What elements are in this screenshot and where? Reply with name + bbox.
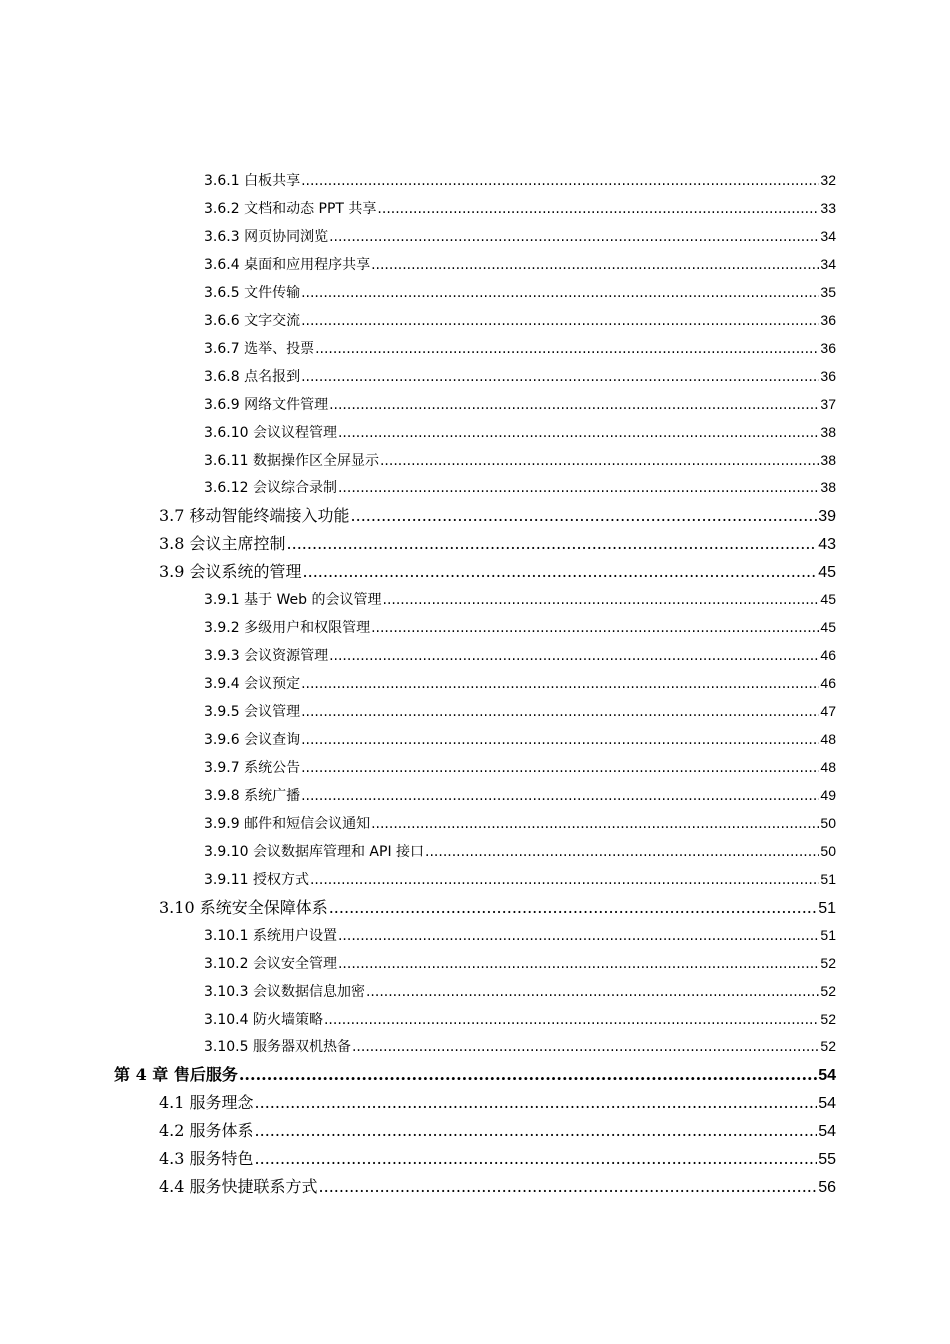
toc-entry-page-number: 48	[820, 758, 836, 775]
toc-entry-title: 4.2 服务体系	[159, 1121, 254, 1141]
toc-dot-leader	[239, 1065, 817, 1084]
toc-dot-leader	[301, 173, 819, 189]
toc-entry[interactable]	[159, 503, 836, 525]
toc-entry-page-number: 56	[818, 1179, 836, 1197]
toc-entry-title: 3.10.1 系统用户设置	[204, 927, 337, 944]
toc-entry-title: 3.6.8 点名报到	[204, 368, 301, 385]
toc-dot-leader	[301, 760, 819, 776]
toc-entry-page-number: 50	[820, 842, 836, 859]
toc-entry-page-number: 45	[818, 564, 836, 582]
toc-entry-page-number: 52	[820, 982, 836, 999]
toc-entry-page-number: 50	[820, 814, 836, 831]
toc-dot-leader	[371, 620, 819, 636]
toc-dot-leader	[371, 816, 819, 832]
toc-entry-page-number: 45	[820, 619, 836, 636]
toc-entry[interactable]	[204, 869, 836, 889]
toc-dot-leader	[255, 1149, 818, 1168]
toc-entry-page-number: 52	[820, 1038, 836, 1055]
toc-entry-title: 3.9.7 系统公告	[204, 759, 301, 776]
toc-entry-title: 3.9 会议系统的管理	[159, 562, 302, 582]
toc-entry-title: 3.6.5 文件传输	[204, 284, 301, 301]
toc-entry-title: 3.9.10 会议数据库管理和 API 接口	[204, 843, 425, 860]
toc-entry[interactable]	[204, 925, 836, 945]
toc-entry[interactable]	[204, 422, 836, 442]
toc-entry-page-number: 54	[818, 1123, 836, 1141]
toc-entry-title: 4.1 服务理念	[159, 1093, 254, 1113]
toc-dot-leader	[366, 984, 819, 1000]
toc-entry-page-number: 36	[820, 339, 836, 356]
toc-entry[interactable]	[204, 757, 836, 777]
toc-entry[interactable]	[159, 1174, 836, 1196]
toc-entry[interactable]	[204, 701, 836, 721]
toc-entry[interactable]	[204, 310, 836, 330]
toc-entry-page-number: 38	[820, 479, 836, 496]
toc-entry-page-number: 51	[818, 899, 836, 917]
toc-entry[interactable]	[204, 254, 836, 274]
toc-dot-leader	[338, 480, 819, 496]
toc-entry-title: 3.9.1 基于 Web 的会议管理	[204, 592, 382, 609]
toc-dot-leader	[329, 229, 819, 245]
toc-dot-leader	[301, 704, 819, 720]
toc-dot-leader	[351, 506, 818, 525]
toc-entry-title: 3.9.8 系统广播	[204, 787, 301, 804]
toc-entry-page-number: 49	[820, 786, 836, 803]
toc-dot-leader	[310, 872, 819, 888]
toc-dot-leader	[338, 928, 819, 944]
toc-entry-page-number: 36	[820, 367, 836, 384]
toc-entry-page-number: 43	[818, 536, 836, 554]
toc-entry-title: 3.6.10 会议议程管理	[204, 424, 337, 441]
toc-entry-title: 3.9.11 授权方式	[204, 871, 309, 888]
toc-dot-leader	[301, 369, 819, 385]
toc-entry[interactable]	[204, 953, 836, 973]
toc-entry-title: 3.8 会议主席控制	[159, 534, 286, 554]
toc-entry[interactable]	[159, 559, 836, 581]
toc-entry-title: 3.6.3 网页协同浏览	[204, 228, 329, 245]
toc-entry-page-number: 54	[818, 1095, 836, 1113]
toc-entry-title: 3.6.2 文档和动态 PPT 共享	[204, 200, 377, 217]
toc-entry-title: 3.10 系统安全保障体系	[159, 897, 328, 917]
toc-entry[interactable]	[204, 589, 836, 609]
toc-dot-leader	[352, 1039, 819, 1055]
toc-entry-title: 3.6.9 网络文件管理	[204, 396, 329, 413]
toc-entry-page-number: 32	[820, 172, 836, 188]
toc-dot-leader	[301, 285, 819, 301]
toc-entry-title: 3.6.7 选举、投票	[204, 340, 315, 357]
toc-entry-title: 3.6.6 文字交流	[204, 312, 301, 329]
toc-entry-page-number: 52	[820, 1010, 836, 1027]
toc-entry-title: 3.6.11 数据操作区全屏显示	[204, 452, 379, 469]
toc-entry[interactable]	[204, 394, 836, 414]
toc-entry[interactable]	[204, 450, 836, 470]
toc-entry-title: 3.10.3 会议数据信息加密	[204, 983, 365, 1000]
toc-dot-leader	[371, 257, 819, 273]
toc-dot-leader	[338, 956, 819, 972]
toc-entry-page-number: 51	[820, 926, 836, 943]
toc-entry-page-number: 36	[820, 311, 836, 328]
toc-entry[interactable]	[204, 198, 836, 218]
toc-entry[interactable]	[204, 170, 836, 190]
toc-entry-page-number: 39	[818, 508, 836, 526]
toc-dot-leader	[329, 397, 819, 413]
toc-entry-page-number: 35	[820, 283, 836, 300]
toc-dot-leader	[287, 534, 818, 553]
toc-entry-page-number: 46	[820, 675, 836, 692]
toc-entry-page-number: 33	[820, 199, 836, 216]
toc-entry-title: 3.9.3 会议资源管理	[204, 648, 329, 665]
toc-dot-leader	[425, 844, 819, 860]
toc-dot-leader	[255, 1093, 818, 1112]
toc-entry-title: 3.9.5 会议管理	[204, 704, 301, 721]
toc-entry[interactable]	[204, 785, 836, 805]
toc-entry[interactable]	[159, 895, 836, 917]
toc-entry[interactable]	[204, 617, 836, 637]
toc-entry[interactable]	[204, 366, 836, 386]
toc-entry[interactable]	[204, 282, 836, 302]
toc-entry-title: 3.6.1 白板共享	[204, 173, 301, 189]
toc-dot-leader	[319, 1177, 818, 1196]
toc-entry[interactable]	[159, 1146, 836, 1168]
toc-entry-page-number: 34	[820, 227, 836, 244]
toc-entry-page-number: 38	[820, 423, 836, 440]
toc-entry-page-number: 51	[820, 870, 836, 887]
toc-dot-leader	[383, 592, 820, 608]
toc-entry-title: 3.10.5 服务器双机热备	[204, 1039, 351, 1056]
toc-entry-title: 3.10.2 会议安全管理	[204, 955, 337, 972]
toc-dot-leader	[303, 562, 818, 581]
toc-entry-page-number: 38	[820, 451, 836, 468]
toc-entry[interactable]	[159, 531, 836, 553]
toc-entry[interactable]	[204, 645, 836, 665]
toc-entry[interactable]	[204, 226, 836, 246]
toc-dot-leader	[329, 898, 817, 917]
toc-entry[interactable]	[204, 813, 836, 833]
toc-dot-leader	[380, 453, 819, 469]
toc-dot-leader	[338, 425, 819, 441]
toc-entry-page-number: 45	[820, 591, 836, 608]
toc-entry[interactable]	[159, 1090, 836, 1112]
toc-entry-page-number: 55	[818, 1151, 836, 1169]
toc-entry-title: 3.9.9 邮件和短信会议通知	[204, 815, 371, 832]
toc-entry-page-number: 52	[820, 954, 836, 971]
toc-entry[interactable]	[204, 981, 836, 1001]
toc-entry-page-number: 37	[820, 395, 836, 412]
toc-entry-title: 4.3 服务特色	[159, 1149, 254, 1169]
toc-entry[interactable]	[204, 1036, 836, 1056]
toc-entry-title: 第 4 章 售后服务	[114, 1065, 238, 1085]
toc-entry[interactable]	[204, 729, 836, 749]
toc-entry-title: 4.4 服务快捷联系方式	[159, 1177, 318, 1197]
toc-entry[interactable]	[114, 1062, 836, 1084]
toc-dot-leader	[324, 1012, 819, 1028]
toc-dot-leader	[255, 1121, 818, 1140]
toc-entry-page-number: 54	[818, 1067, 836, 1085]
toc-dot-leader	[301, 788, 819, 804]
toc-entry-title: 3.9.6 会议查询	[204, 732, 301, 748]
toc-dot-leader	[315, 341, 819, 357]
toc-entry[interactable]	[204, 841, 836, 861]
toc-dot-leader	[301, 313, 819, 329]
toc-entry-title: 3.9.4 会议预定	[204, 676, 301, 693]
toc-dot-leader	[301, 732, 819, 748]
toc-entry-title: 3.7 移动智能终端接入功能	[159, 506, 350, 526]
toc-dot-leader	[301, 676, 819, 692]
toc-entry-page-number: 47	[820, 703, 836, 720]
toc-entry-title: 3.10.4 防火墙策略	[204, 1011, 323, 1028]
toc-entry-title: 3.6.4 桌面和应用程序共享	[204, 256, 371, 273]
toc-entry-page-number: 34	[820, 255, 836, 272]
toc-entry[interactable]	[204, 673, 836, 693]
toc-entry-page-number: 48	[820, 731, 836, 747]
toc-entry[interactable]	[159, 1118, 836, 1140]
toc-entry[interactable]	[204, 477, 836, 497]
toc-entry-page-number: 46	[820, 647, 836, 664]
toc-entry-title: 3.6.12 会议综合录制	[204, 480, 337, 497]
toc-entry[interactable]	[204, 1009, 836, 1029]
toc-entry[interactable]	[204, 338, 836, 358]
toc-dot-leader	[377, 201, 819, 217]
toc-dot-leader	[329, 648, 819, 664]
toc-entry-title: 3.9.2 多级用户和权限管理	[204, 620, 371, 637]
